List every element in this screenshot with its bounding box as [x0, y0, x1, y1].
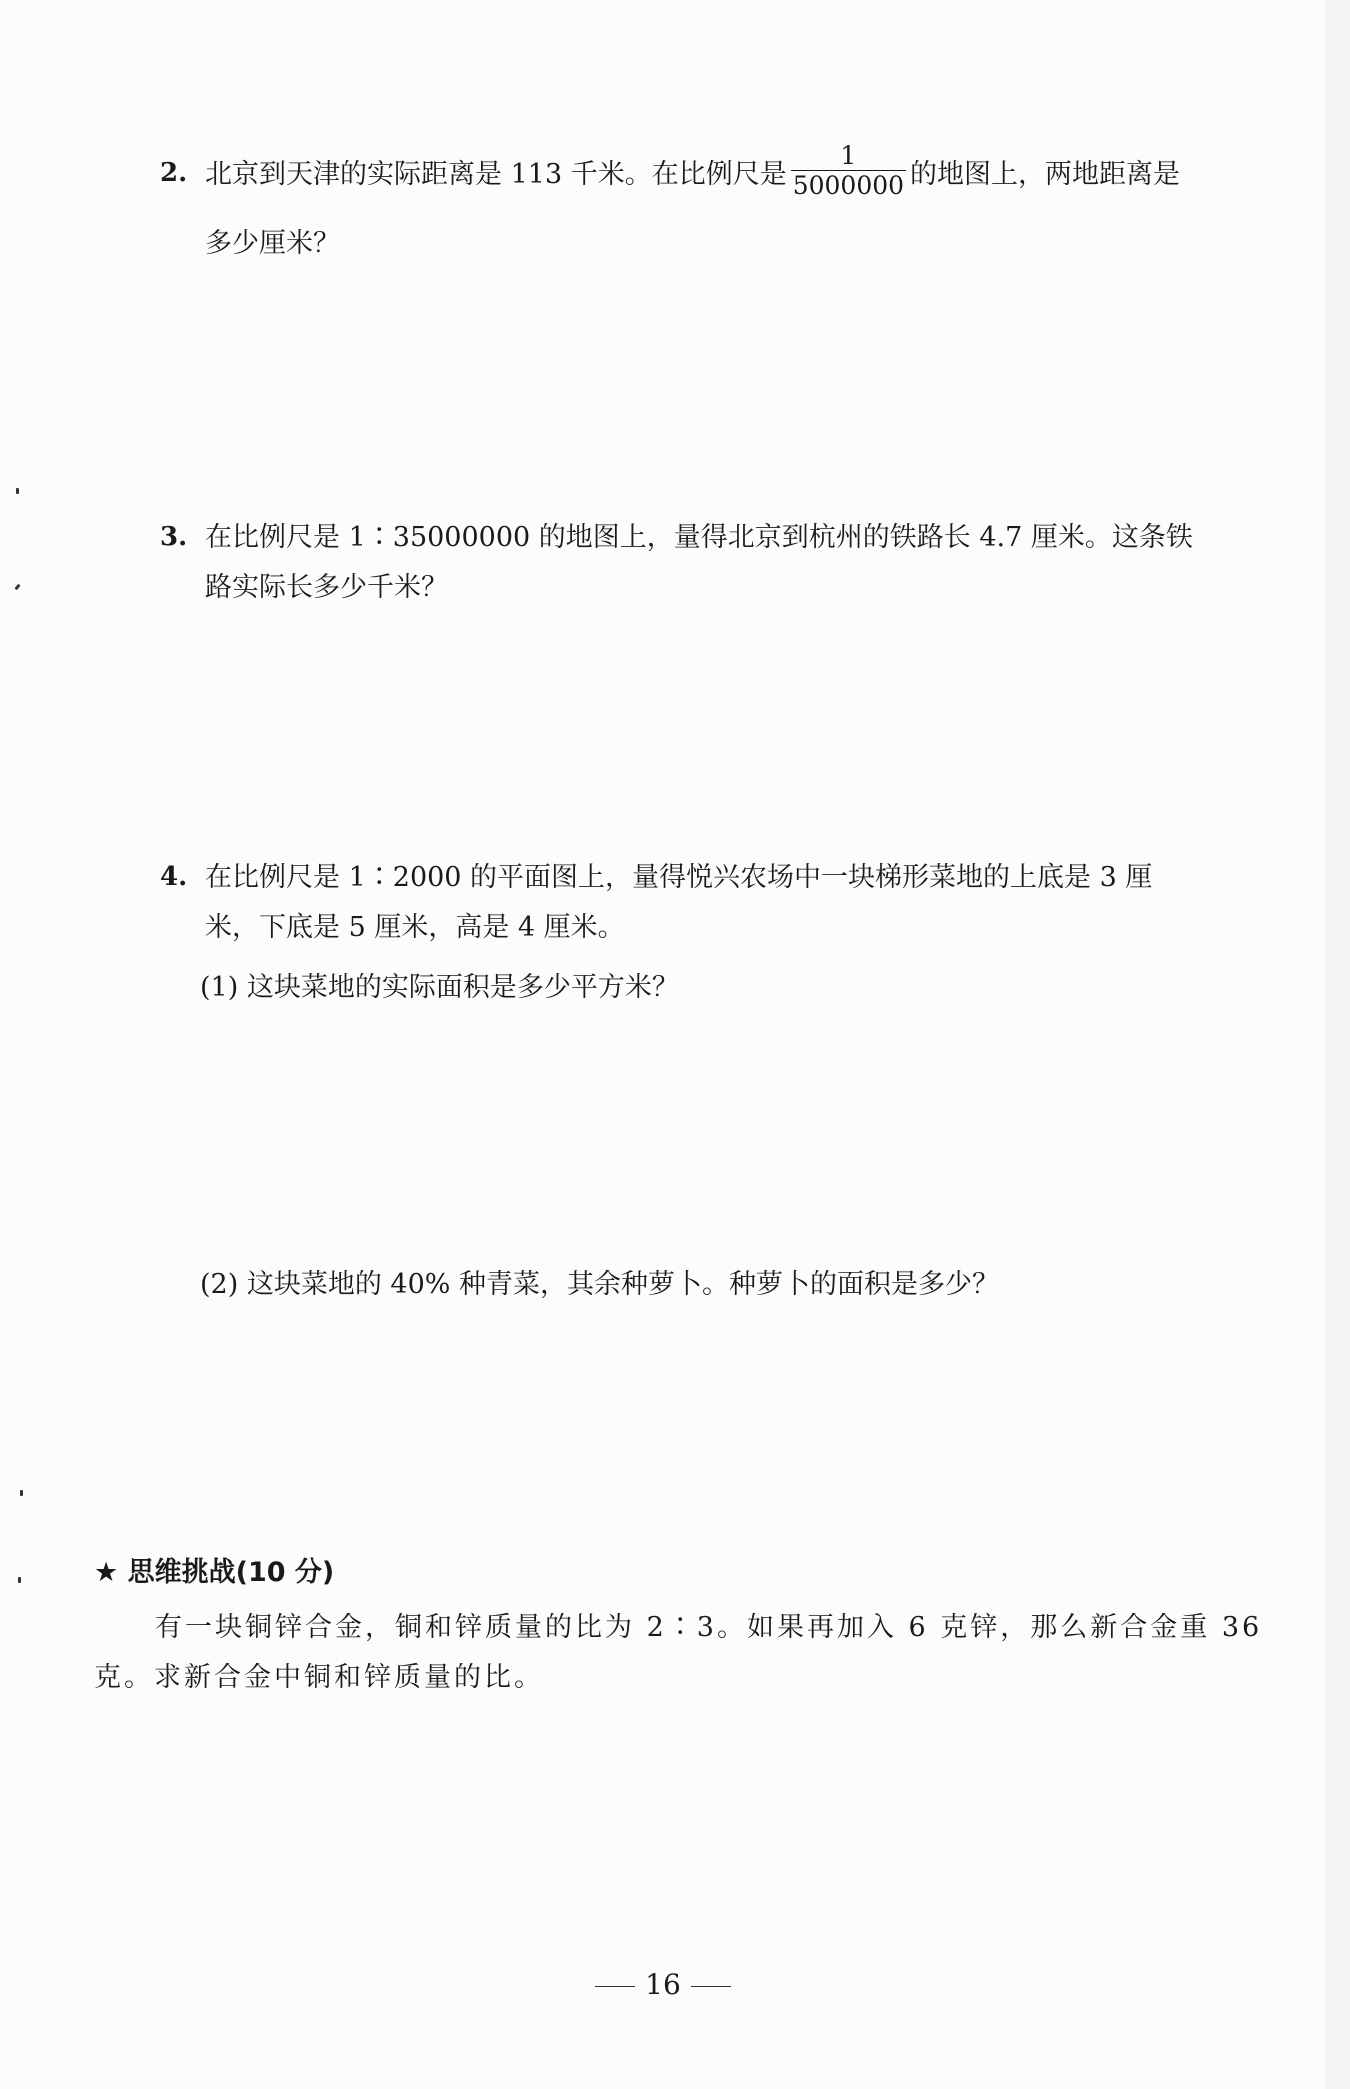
fraction-denominator: 5000000 [792, 171, 905, 200]
question-number: 4. [160, 862, 188, 892]
question-line-1 [205, 141, 1181, 205]
question-line-2: 路实际长多少千米？ [205, 572, 448, 603]
scale-fraction [791, 142, 906, 201]
question-4-part-2: (2) 这块菜地的 40% 种青菜，其余种萝卜。种萝卜的面积是多少？ [200, 1269, 1000, 1300]
scan-speck [20, 1490, 23, 1496]
scan-speck [14, 584, 20, 591]
challenge-line-1: 有一块铜锌合金，铜和锌质量的比为 2∶3。如果再加入 6 克锌，那么新合金重 36 [155, 1612, 1263, 1643]
scan-speck [16, 488, 19, 494]
question-4-part-1: (1) 这块菜地的实际面积是多少平方米？ [200, 972, 679, 1003]
question-number: 3. [160, 522, 188, 552]
page-edge-shadow [1326, 0, 1350, 2089]
challenge-title: ★ 思维挑战(10 分) [94, 1557, 335, 1588]
question-line-2: 米，下底是 5 厘米，高是 4 厘米。 [205, 912, 625, 943]
question-line-2: 多少厘米？ [205, 228, 340, 259]
challenge-line-2: 克。求新合金中铜和锌质量的比。 [94, 1662, 544, 1693]
fraction-numerator: 1 [791, 142, 906, 171]
question-text-before-fraction: 北京到天津的实际距离是 113 千米。在比例尺是 [205, 159, 787, 190]
page-number: 16 [645, 1968, 681, 2001]
footer-dash-right [691, 1986, 731, 1987]
question-number: 2. [160, 158, 188, 188]
question-line-1: 在比例尺是 1∶2000 的平面图上，量得悦兴农场中一块梯形菜地的上底是 3 厘 [205, 862, 1153, 893]
page-footer [0, 1968, 1326, 2001]
footer-dash-left [595, 1986, 635, 1987]
question-text-after-fraction: 的地图上，两地距离是 [910, 159, 1181, 190]
question-line-1: 在比例尺是 1∶35000000 的地图上，量得北京到杭州的铁路长 4.7 厘米。这条铁 [205, 522, 1193, 553]
scan-speck [18, 1577, 21, 1583]
